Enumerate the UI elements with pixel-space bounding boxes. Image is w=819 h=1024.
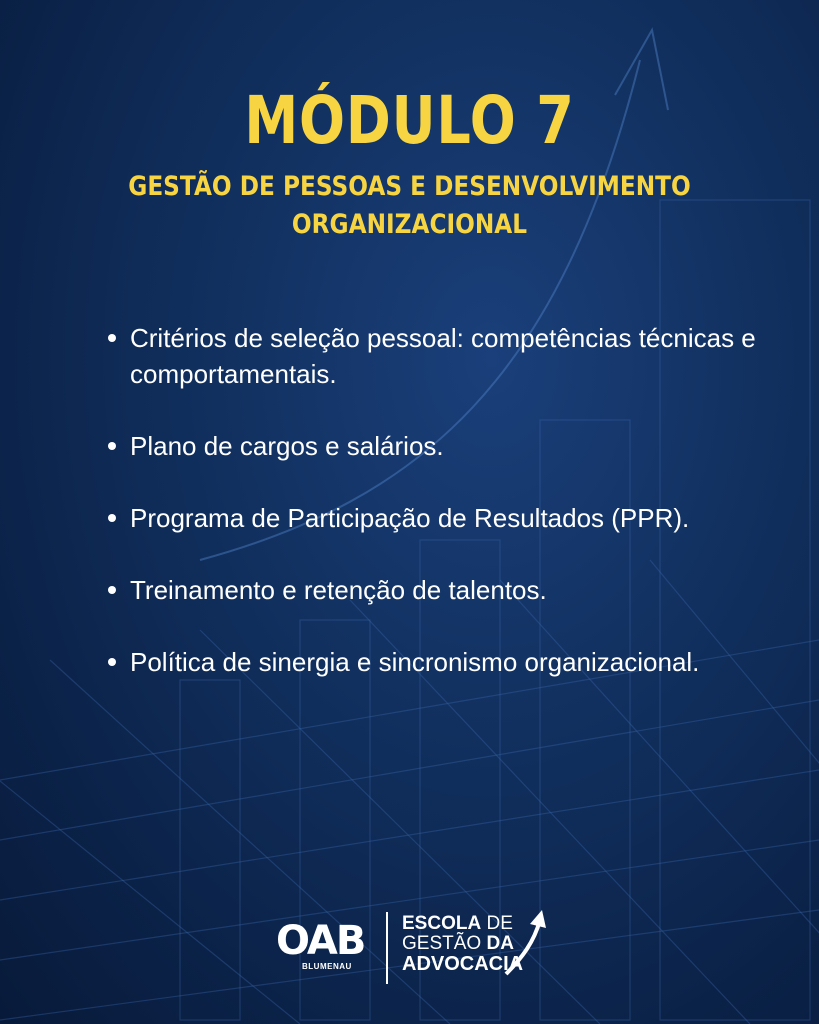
list-item [108, 428, 768, 464]
topic-text: Política de sinergia e sincronismo organizacional. [130, 647, 700, 677]
footer-logos [270, 900, 560, 1000]
school-line1-rest: DE [481, 913, 513, 934]
topic-text: Plano de cargos e salários. [130, 431, 444, 461]
school-line2-bold: DA [486, 933, 514, 954]
topic-list [108, 320, 768, 716]
school-line3: ADVOCACIA [402, 953, 524, 975]
bullet-icon [108, 334, 116, 342]
list-item [108, 320, 768, 392]
oab-logo-mark: OAB [276, 918, 365, 964]
school-line2-rest: GESTÃO [402, 933, 487, 954]
list-item [108, 644, 768, 680]
bullet-icon [108, 514, 116, 522]
logo-divider [386, 912, 388, 984]
bullet-icon [108, 442, 116, 450]
list-item [108, 500, 768, 536]
module-title: MÓDULO 7 [244, 82, 575, 159]
list-item [108, 572, 768, 608]
oab-city: BLUMENAU [302, 962, 352, 971]
topic-text: Critérios de seleção pessoal: competências técnicas e comportamentais. [130, 323, 756, 389]
growth-arrow-icon [502, 908, 550, 980]
module-subtitle: GESTÃO DE PESSOAS E DESENVOLVIMENTO ORGANIZACIONAL [128, 171, 691, 240]
topic-text: Programa de Participação de Resultados (PPR). [130, 503, 690, 533]
bullet-icon [108, 658, 116, 666]
school-line1-bold: ESCOLA [402, 913, 482, 934]
topic-text: Treinamento e retenção de talentos. [130, 575, 547, 605]
bullet-icon [108, 586, 116, 594]
